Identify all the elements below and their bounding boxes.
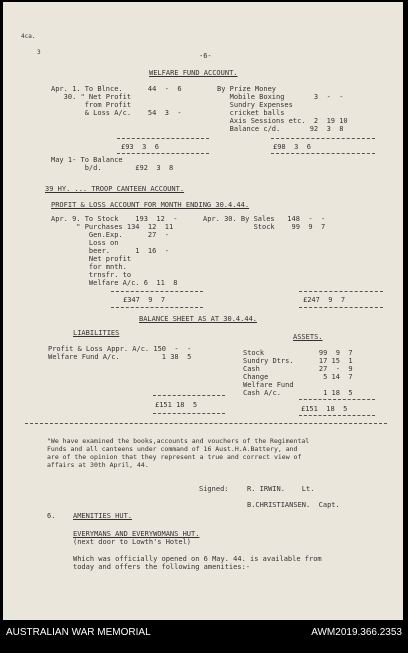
signed-label: Signed: [199, 485, 229, 493]
liability-row: Profit & Loss Appr. A/c. 150 - - [48, 345, 192, 353]
rule [299, 415, 375, 416]
rule [117, 138, 209, 139]
welfare-left-row: from Profit [51, 101, 132, 109]
rule [299, 291, 383, 292]
amenities-text: Which was officially opened on 6 May. 44. is available from [73, 555, 322, 563]
welfare-right-row: cricket balls [217, 109, 285, 117]
pl-title: PROFIT & LOSS ACCOUNT FOR MONTH ENDING 30.4.44. [51, 201, 250, 209]
hut-location: (next door to Lowth's Hotel) [73, 538, 192, 546]
audit-line: are of the opinion that they represent a true and correct view of [47, 453, 302, 461]
page-number: -6- [199, 52, 212, 60]
pl-right-row: Apr. 30. By Sales 148 - - [203, 215, 326, 223]
asset-row: Welfare Fund [243, 381, 294, 389]
rule [299, 399, 375, 400]
asset-row: Sundry Dtrs. 17 15 1 [243, 357, 353, 365]
welfare-right-row: By Prize Money [217, 85, 277, 93]
rule [111, 307, 203, 308]
welfare-right-row: Axis Sessions etc. 2 19 10 [217, 117, 348, 125]
pl-left-row: trnsfr. to [51, 271, 132, 279]
rule [111, 291, 203, 292]
welfare-right-row: Sundry Expenses [217, 101, 293, 109]
welfare-left-row: & Loss A/c. 54 3 - [51, 109, 182, 117]
amenities-text: today and offers the following amenities:- [73, 563, 251, 571]
welfare-title: WELFARE FUND ACCOUNT. [149, 69, 238, 77]
assets-total: £151 18 5 [301, 405, 348, 413]
footer-source: AUSTRALIAN WAR MEMORIAL [6, 627, 151, 638]
pl-left-row: Apr. 9. To Stock 193 12 - [51, 215, 178, 223]
hut-name: EVERYMANS AND EVERYWOMANS HUT. [73, 530, 200, 538]
welfare-right-row: Balance c/d. 92 3 8 [217, 125, 344, 133]
handwritten-mark: 3 [37, 49, 41, 56]
balance-title: BALANCE SHEET AS AT 30.4.44. [139, 315, 258, 323]
asset-row: Cash A/c. 1 18 5 [243, 389, 353, 397]
audit-line: "We have examined the books,accounts and vouchers of the Regimental [47, 437, 310, 445]
section-divider [25, 423, 387, 424]
footer-reference: AWM2019.366.2353 [311, 627, 402, 638]
asset-row: Change 5 14 7 [243, 373, 353, 381]
liabilities-title: LIABILITIES [73, 329, 120, 337]
canteen-title: 39 HY. ... TROOP CANTEEN ACCOUNT. [45, 185, 185, 193]
pl-right-total: £247 9 7 [303, 296, 346, 304]
rule [153, 395, 225, 396]
audit-line: affairs at 30th April, 44. [47, 461, 149, 469]
welfare-may-row: May 1- To Balance [51, 156, 123, 164]
liabilities-total: £151 18 5 [155, 401, 198, 409]
signature: B.CHRISTIANSEN. Capt. [247, 501, 340, 509]
pl-left-row: Welfare A/c. 6 11 8 [51, 279, 178, 287]
welfare-may-row: b/d. £92 3 8 [51, 164, 174, 172]
pl-left-row: " Purchases 134 12 11 [51, 223, 174, 231]
handwritten-mark: 4ca. [21, 33, 36, 40]
rule [153, 413, 225, 414]
rule [271, 153, 375, 154]
welfare-left-row: 30. " Net Profit [51, 93, 132, 101]
pl-left-row: for mnth. [51, 263, 127, 271]
rule [299, 307, 383, 308]
signature: R. IRWIN. Lt. [247, 485, 315, 493]
asset-row: Stock 99 9 7 [243, 349, 353, 357]
welfare-left-total: £93 3 6 [121, 143, 159, 151]
liability-row: Welfare Fund A/c. 1 38 5 [48, 353, 192, 361]
section-number: 6. [47, 512, 56, 520]
asset-row: Cash 27 - 9 [243, 365, 353, 373]
pl-left-row: beer. 1 16 - [51, 247, 170, 255]
pl-left-row: Net profit [51, 255, 132, 263]
welfare-right-total: £98 3 6 [273, 143, 311, 151]
audit-line: Funds and all canteens under command of 16 Aust.H.A.Battery, and [47, 445, 298, 453]
pl-right-row: Stock 99 9 7 [203, 223, 326, 231]
rule [271, 138, 375, 139]
pl-left-row: Gen.Exp. 27 - [51, 231, 170, 239]
document-page [3, 2, 403, 620]
pl-left-row: Loss on [51, 239, 119, 247]
amenities-title: AMENITIES HUT. [73, 512, 133, 520]
rule [117, 153, 209, 154]
welfare-left-row: Apr. 1. To Blnce. 44 - 6 [51, 85, 182, 93]
welfare-right-row: Mobile Boxing 3 - - [217, 93, 344, 101]
pl-left-total: £347 9 7 [123, 296, 166, 304]
assets-title: ASSETS. [293, 333, 323, 341]
